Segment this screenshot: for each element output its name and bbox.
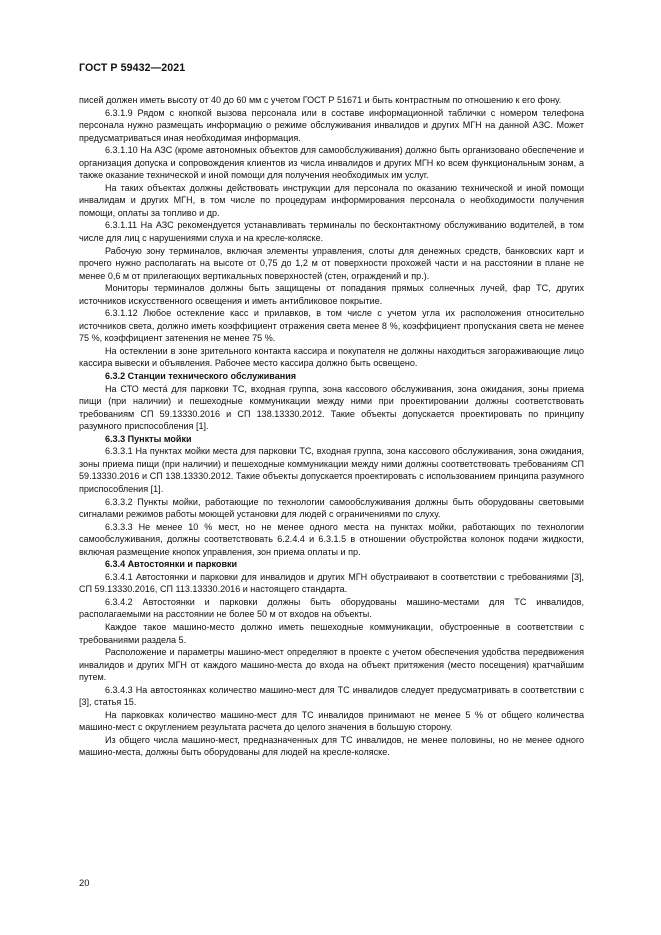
paragraph: Расположение и параметры машино-мест определяют в проекте с учетом обеспечения удобства передвижения инвалидов и других МГН от каждого машино-места до входа на объект притяжения (место посещения) кратчайшим путем. (79, 647, 584, 683)
paragraph: 6.3.1.9 Рядом с кнопкой вызова персонала или в составе информационной таблички с номером телефона персонала нужно размещать информацию о режиме обслуживания инвалидов и других МГН на данной АЗС. Может предусматриваться иная необходимая информация. (79, 107, 584, 143)
paragraph: 6.3.3.3 Не менее 10 % мест, но не менее одного места на пунктах мойки, работающих по технологии самообслуживания, должны соответствовать 6.2.4.4 и 6.3.1.5 в отношении обустройства колонок подачи жидкости, включая размещение кнопок управления, зон приема оплаты и пр. (79, 521, 584, 557)
section-heading: 6.3.3 Пункты мойки (105, 433, 192, 444)
paragraph: Мониторы терминалов должны быть защищены от попадания прямых солнечных лучей, фар ТС, других источников искусственного освещения и иметь антибликовое покрытие. (79, 283, 584, 306)
paragraph: Каждое такое машино-место должно иметь пешеходные коммуникации, обустроенные в соответствии с требованиями раздела 5. (79, 621, 584, 645)
paragraph-continuation: писей должен иметь высоту от 40 до 60 мм с учетом ГОСТ Р 51671 и быть контрастным по отношению к его фону. (79, 95, 562, 105)
section-heading: 6.3.4 Автостоянки и парковки (105, 559, 238, 570)
paragraph: 6.3.4.2 Автостоянки и парковки должны быть оборудованы машино-местами для ТС инвалидов, располагаемыми на расстоянии не более 50 м от входов на объекты. (79, 596, 584, 620)
section-heading: 6.3.2 Станции технического обслуживания (105, 371, 297, 382)
paragraph: Рабочую зону терминалов, включая элементы управления, слоты для денежных средств, банковских карт и прочего нужно располагать на высоте от 0,75 до 1,2 м от поверхности прохожей части и на расстоянии в плане не менее 0,6 м от прилегающих вертикальных поверхностей (стен, ограждений и пр.). (79, 245, 584, 281)
page-number: 20 (79, 877, 90, 888)
paragraph: 6.3.3.1 На пунктах мойки места для парковки ТС, входная группа, зона кассового обслуживания, зона ожидания, зоны приема пищи (при наличии) и пешеходные коммуникации между ними должны соответствовать требованиям СП 59.13330.2016 и СП 138.13330.2012. Такие объекты допускается проектировать с использованием принципа разумного приспособления [1]. (79, 446, 584, 494)
paragraph: 6.3.1.12 Любое остекление касс и прилавков, в том числе с учетом угла их расположения относительно источников света, должно иметь коэффициент отражения света менее 8 %, коэффициент пропускания света не менее 75 %, коэффициент затенения не менее 75 %. (79, 308, 584, 344)
paragraph: 6.3.1.10 На АЗС (кроме автономных объектов для самообслуживания) должно быть организовано обеспечение и организация допуска и сопровождения клиентов из числа инвалидов и других МГН ко всем функциональным зонам, а также оказание технической и иной помощи для получения необходимых им услуг. (79, 145, 584, 181)
paragraph: На таких объектах должны действовать инструкции для персонала по оказанию технической и иной помощи инвалидам и других МГН, в том числе по процедурам информирования персонала о необходимости получения помощи, оплаты за топливо и др. (79, 182, 584, 218)
paragraph: 6.3.3.2 Пункты мойки, работающие по технологии самообслуживания должны быть оборудованы световыми сигналами режимов работы моющей установки для людей с ограничениями по слуху. (79, 496, 584, 520)
document-body (79, 94, 584, 759)
paragraph: На СТО места́ для парковки ТС, входная группа, зона кассового обслуживания, зона ожидания, зоны приема пищи (при наличии) и пешеходные коммуникации между ними при проектировании должны соответствовать требованиям СП 59.13330.2016 и СП 138.13330.2012. Такие объекты допускается проектировать по принципу разумного приспособления [1]. (79, 383, 584, 432)
paragraph: 6.3.4.3 На автостоянках количество машино-мест для ТС инвалидов следует предусматривать в соответствии с [3], статья 15. (79, 684, 584, 708)
paragraph: На парковках количество машино-мест для ТС инвалидов принимают не менее 5 % от общего количества машино-мест с округлением результата расчета до целого значения в большую сторону. (79, 709, 584, 733)
paragraph: Из общего числа машино-мест, предназначенных для ТС инвалидов, не менее половины, но не менее одного машино-места, должны быть оборудованы для людей на кресле-коляске. (79, 734, 584, 758)
document-header: ГОСТ Р 59432—2021 (79, 62, 186, 74)
paragraph: 6.3.4.1 Автостоянки и парковки для инвалидов и других МГН обустраивают в соответствии с требованиями [3], СП 59.13330.2016, СП 113.13330.2016 и настоящего стандарта. (79, 571, 584, 595)
paragraph: На остеклении в зоне зрительного контакта кассира и покупателя не должны находиться загораживающие лицо кассира вывески и объявления. Рабочее место кассира должно быть освещено. (79, 345, 584, 369)
paragraph: 6.3.1.11 На АЗС рекомендуется устанавливать терминалы по бесконтактному обслуживанию водителей, в том числе для лиц с нарушениями слуха и на кресле-коляске. (79, 220, 584, 244)
